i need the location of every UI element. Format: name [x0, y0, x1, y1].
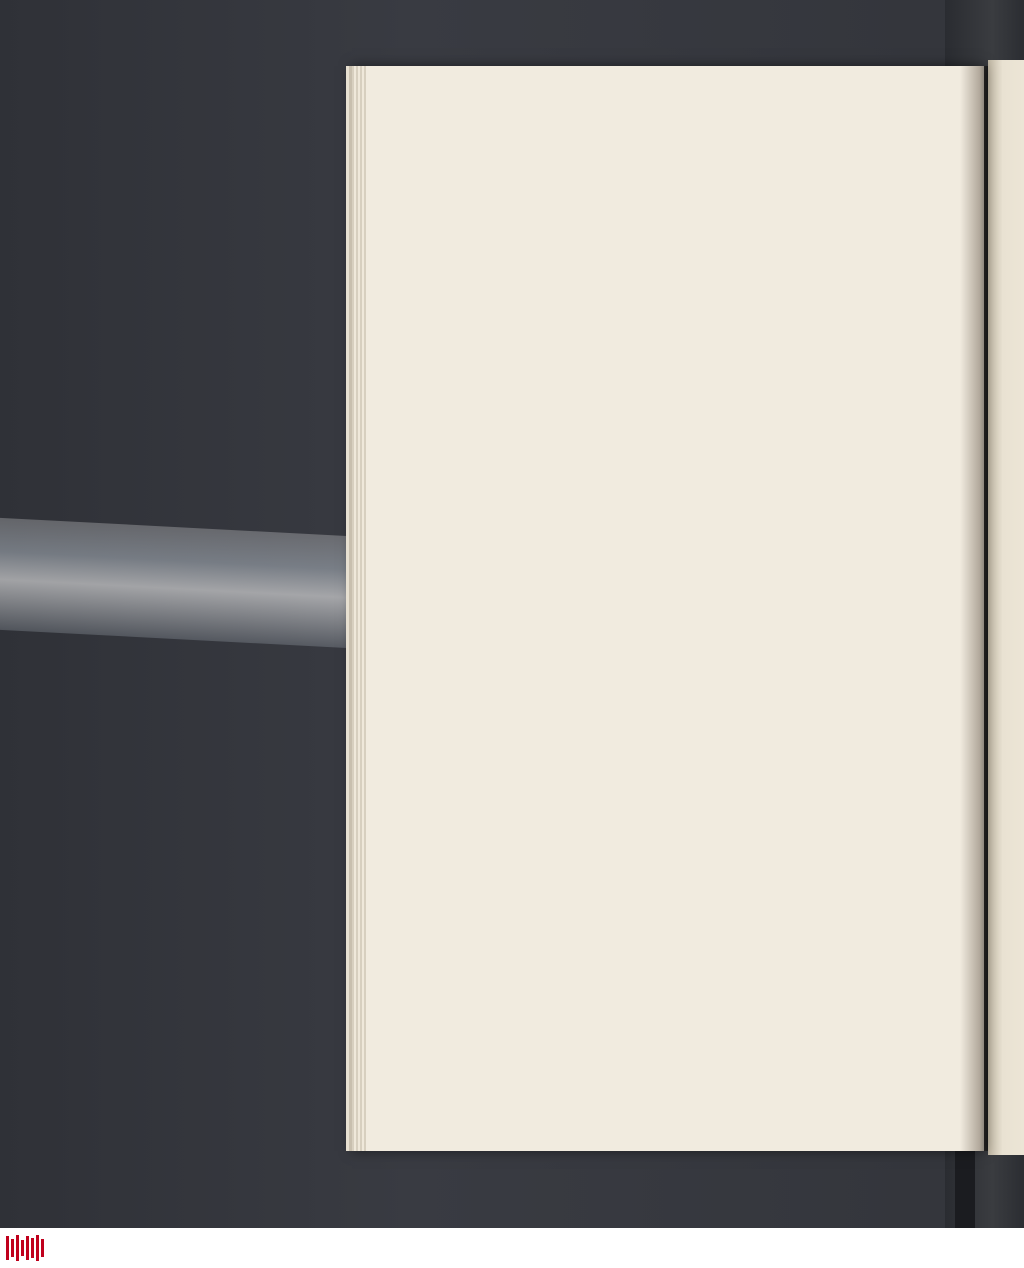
page-text — [496, 114, 946, 256]
footer-bar — [0, 1228, 1024, 1268]
chapter-title — [496, 174, 946, 232]
page-gutter — [960, 66, 988, 1151]
hab-logo-icon — [6, 1234, 48, 1262]
next-page — [988, 60, 1024, 1155]
glass-holder-bar — [0, 518, 388, 650]
page-edges — [352, 66, 366, 1151]
page-header — [496, 114, 946, 154]
